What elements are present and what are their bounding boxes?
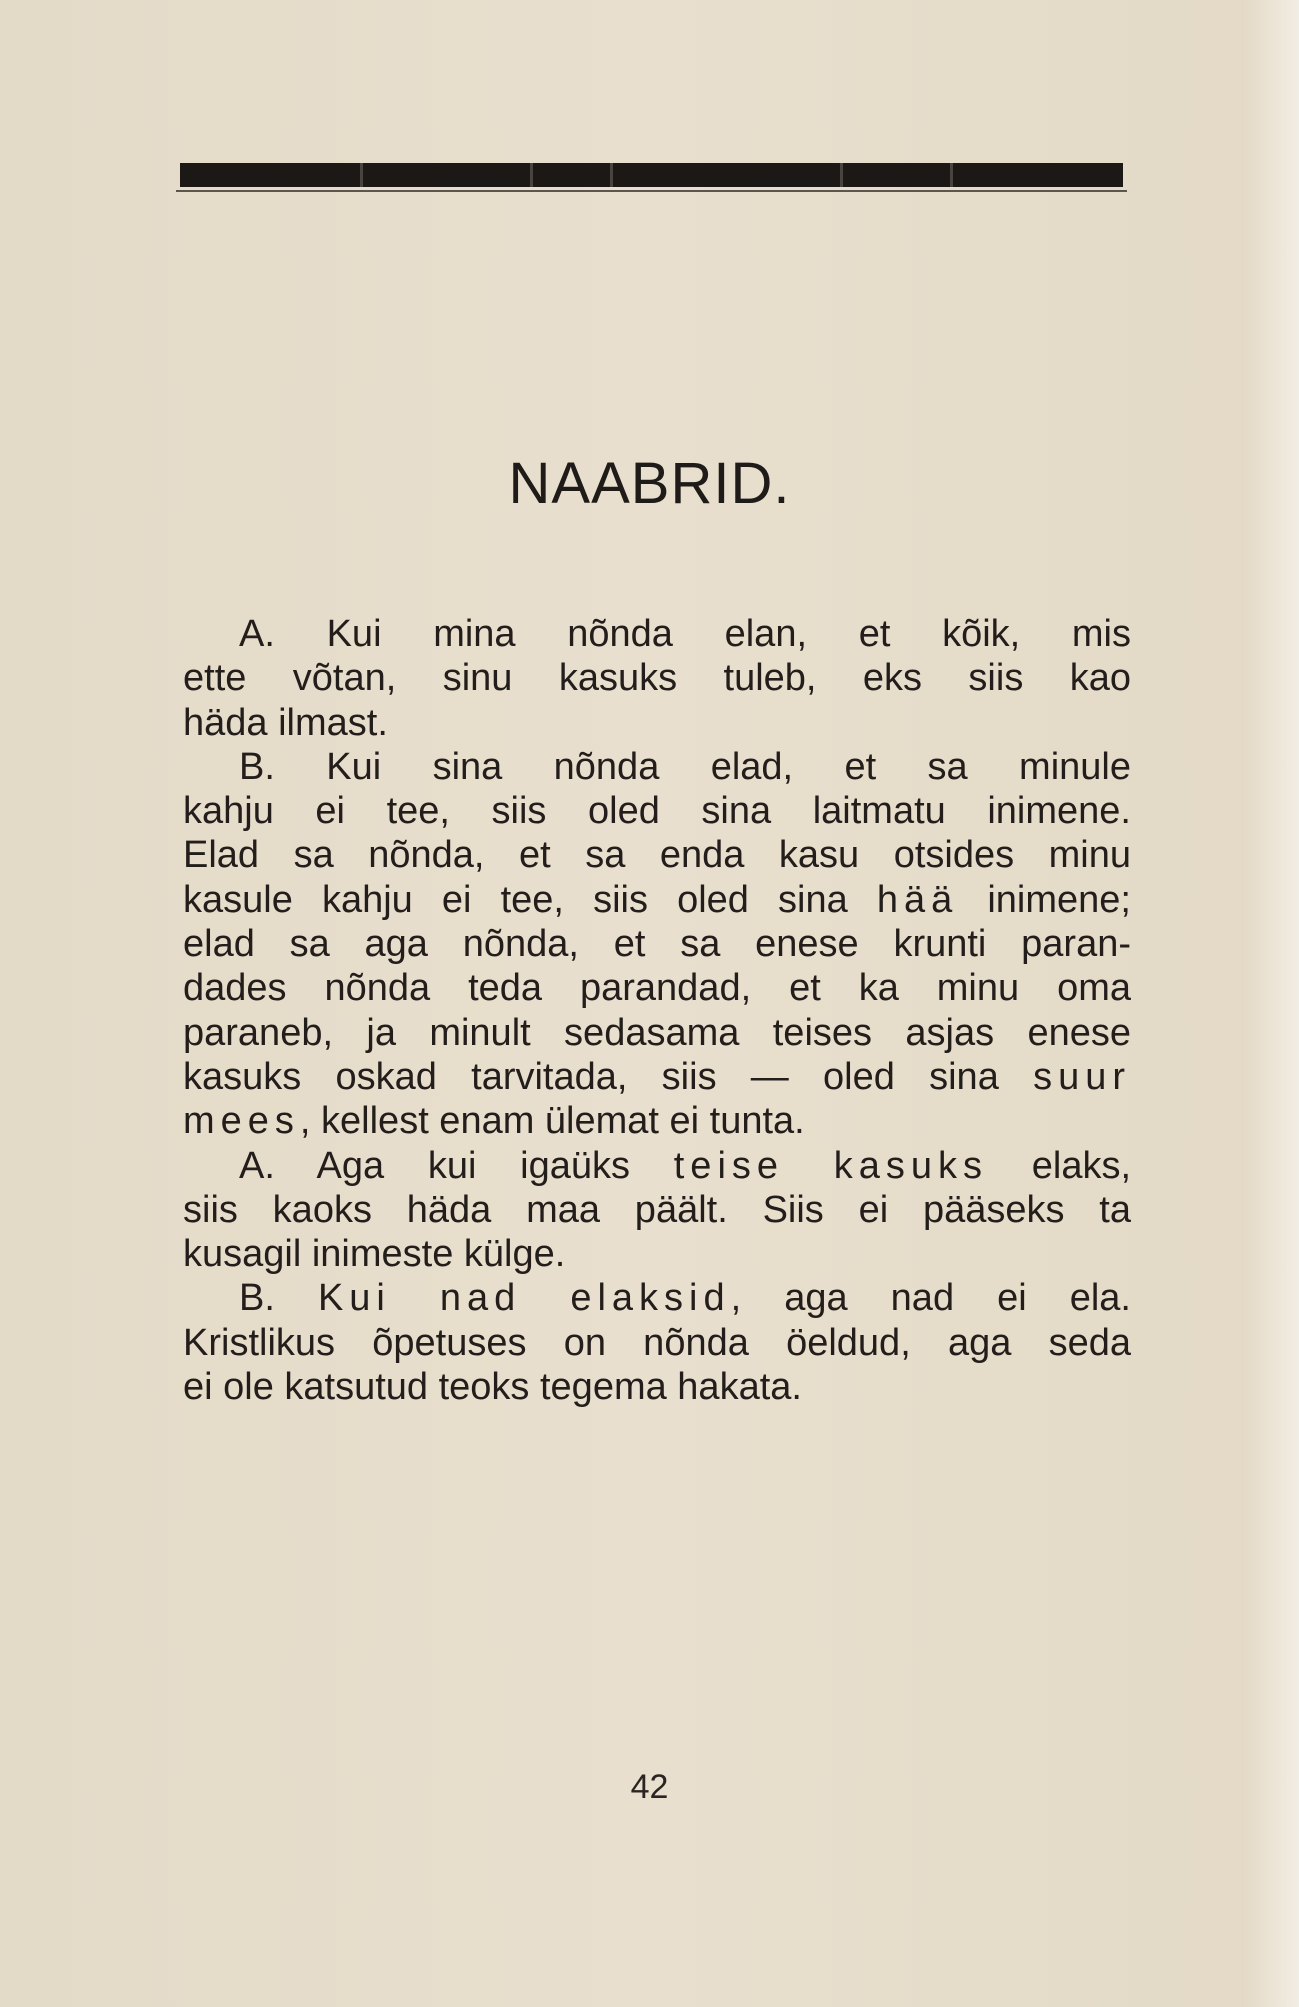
- text-segment: kasule kahju ei tee, siis oled sina: [183, 878, 877, 921]
- ornament-segment: [950, 163, 953, 187]
- ornament-segment: [530, 163, 533, 187]
- text-segment: , kellest enam ülemat ei tunta.: [299, 1100, 805, 1143]
- chapter-title: NAABRID.: [508, 451, 791, 516]
- emphasized-text: hää: [876, 878, 959, 921]
- body-text: [183, 612, 1131, 1409]
- text-segment: elaks,: [988, 1144, 1131, 1187]
- text-line: [183, 1365, 1131, 1409]
- text-segment: , aga nad ei ela.: [730, 1277, 1131, 1320]
- emphasized-text: Kui nad elaksid: [317, 1277, 731, 1320]
- text-line: [183, 966, 1131, 1010]
- header-ornament-rule: [176, 190, 1127, 192]
- text-segment: häda ilmast.: [183, 701, 388, 744]
- ornament-segment: [610, 163, 613, 187]
- text-segment: Elad sa nõnda, et sa enda kasu otsides minu: [183, 834, 1131, 877]
- text-line: [183, 1276, 1131, 1320]
- text-line: [183, 789, 1131, 833]
- text-segment: B. Kui sina nõnda elad, et sa minule: [239, 745, 1131, 788]
- text-line: [183, 1011, 1131, 1055]
- page-number: 42: [630, 1768, 669, 1806]
- text-line: [183, 1321, 1131, 1365]
- text-segment: ette võtan, sinu kasuks tuleb, eks siis kao: [183, 657, 1131, 700]
- text-line: [183, 1188, 1131, 1232]
- text-segment: paraneb, ja minult sedasama teises asjas enese: [183, 1011, 1131, 1054]
- text-segment: elad sa aga nõnda, et sa enese krunti paran-: [183, 923, 1131, 966]
- ornament-segment: [840, 163, 843, 187]
- text-line: [183, 922, 1131, 966]
- text-segment: dades nõnda teda parandad, et ka minu oma: [183, 967, 1131, 1010]
- text-line: [183, 833, 1131, 877]
- text-segment: ei ole katsutud teoks tegema hakata.: [183, 1366, 802, 1409]
- emphasized-text: mees: [183, 1100, 300, 1143]
- text-line: [183, 656, 1131, 700]
- text-line: [183, 701, 1131, 745]
- text-line: [183, 1144, 1131, 1188]
- text-segment: kusagil inimeste külge.: [183, 1233, 566, 1276]
- text-segment: B.: [239, 1277, 318, 1320]
- text-line: [183, 612, 1131, 656]
- text-line: [183, 1055, 1131, 1099]
- text-segment: kahju ei tee, siis oled sina laitmatu inimene.: [183, 790, 1131, 833]
- text-segment: Kristlikus õpetuses on nõnda öeldud, aga seda: [183, 1321, 1131, 1364]
- text-line: [183, 878, 1131, 922]
- emphasized-text: teise kasuks: [673, 1144, 989, 1187]
- emphasized-text: suur: [1033, 1055, 1131, 1098]
- text-segment: kasuks oskad tarvitada, siis — oled sina: [183, 1055, 1034, 1098]
- page-edge-shadow: [1241, 0, 1299, 2007]
- text-segment: A. Kui mina nõnda elan, et kõik, mis: [239, 613, 1131, 655]
- header-ornament-bar: [180, 163, 1123, 187]
- text-line: [183, 1232, 1131, 1276]
- text-segment: A. Aga kui igaüks: [239, 1144, 674, 1187]
- ornament-segment: [360, 163, 363, 187]
- text-segment: siis kaoks häda maa päält. Siis ei pääseks ta: [183, 1188, 1131, 1231]
- text-line: [183, 745, 1131, 789]
- text-line: [183, 1099, 1131, 1143]
- text-segment: inimene;: [958, 878, 1131, 921]
